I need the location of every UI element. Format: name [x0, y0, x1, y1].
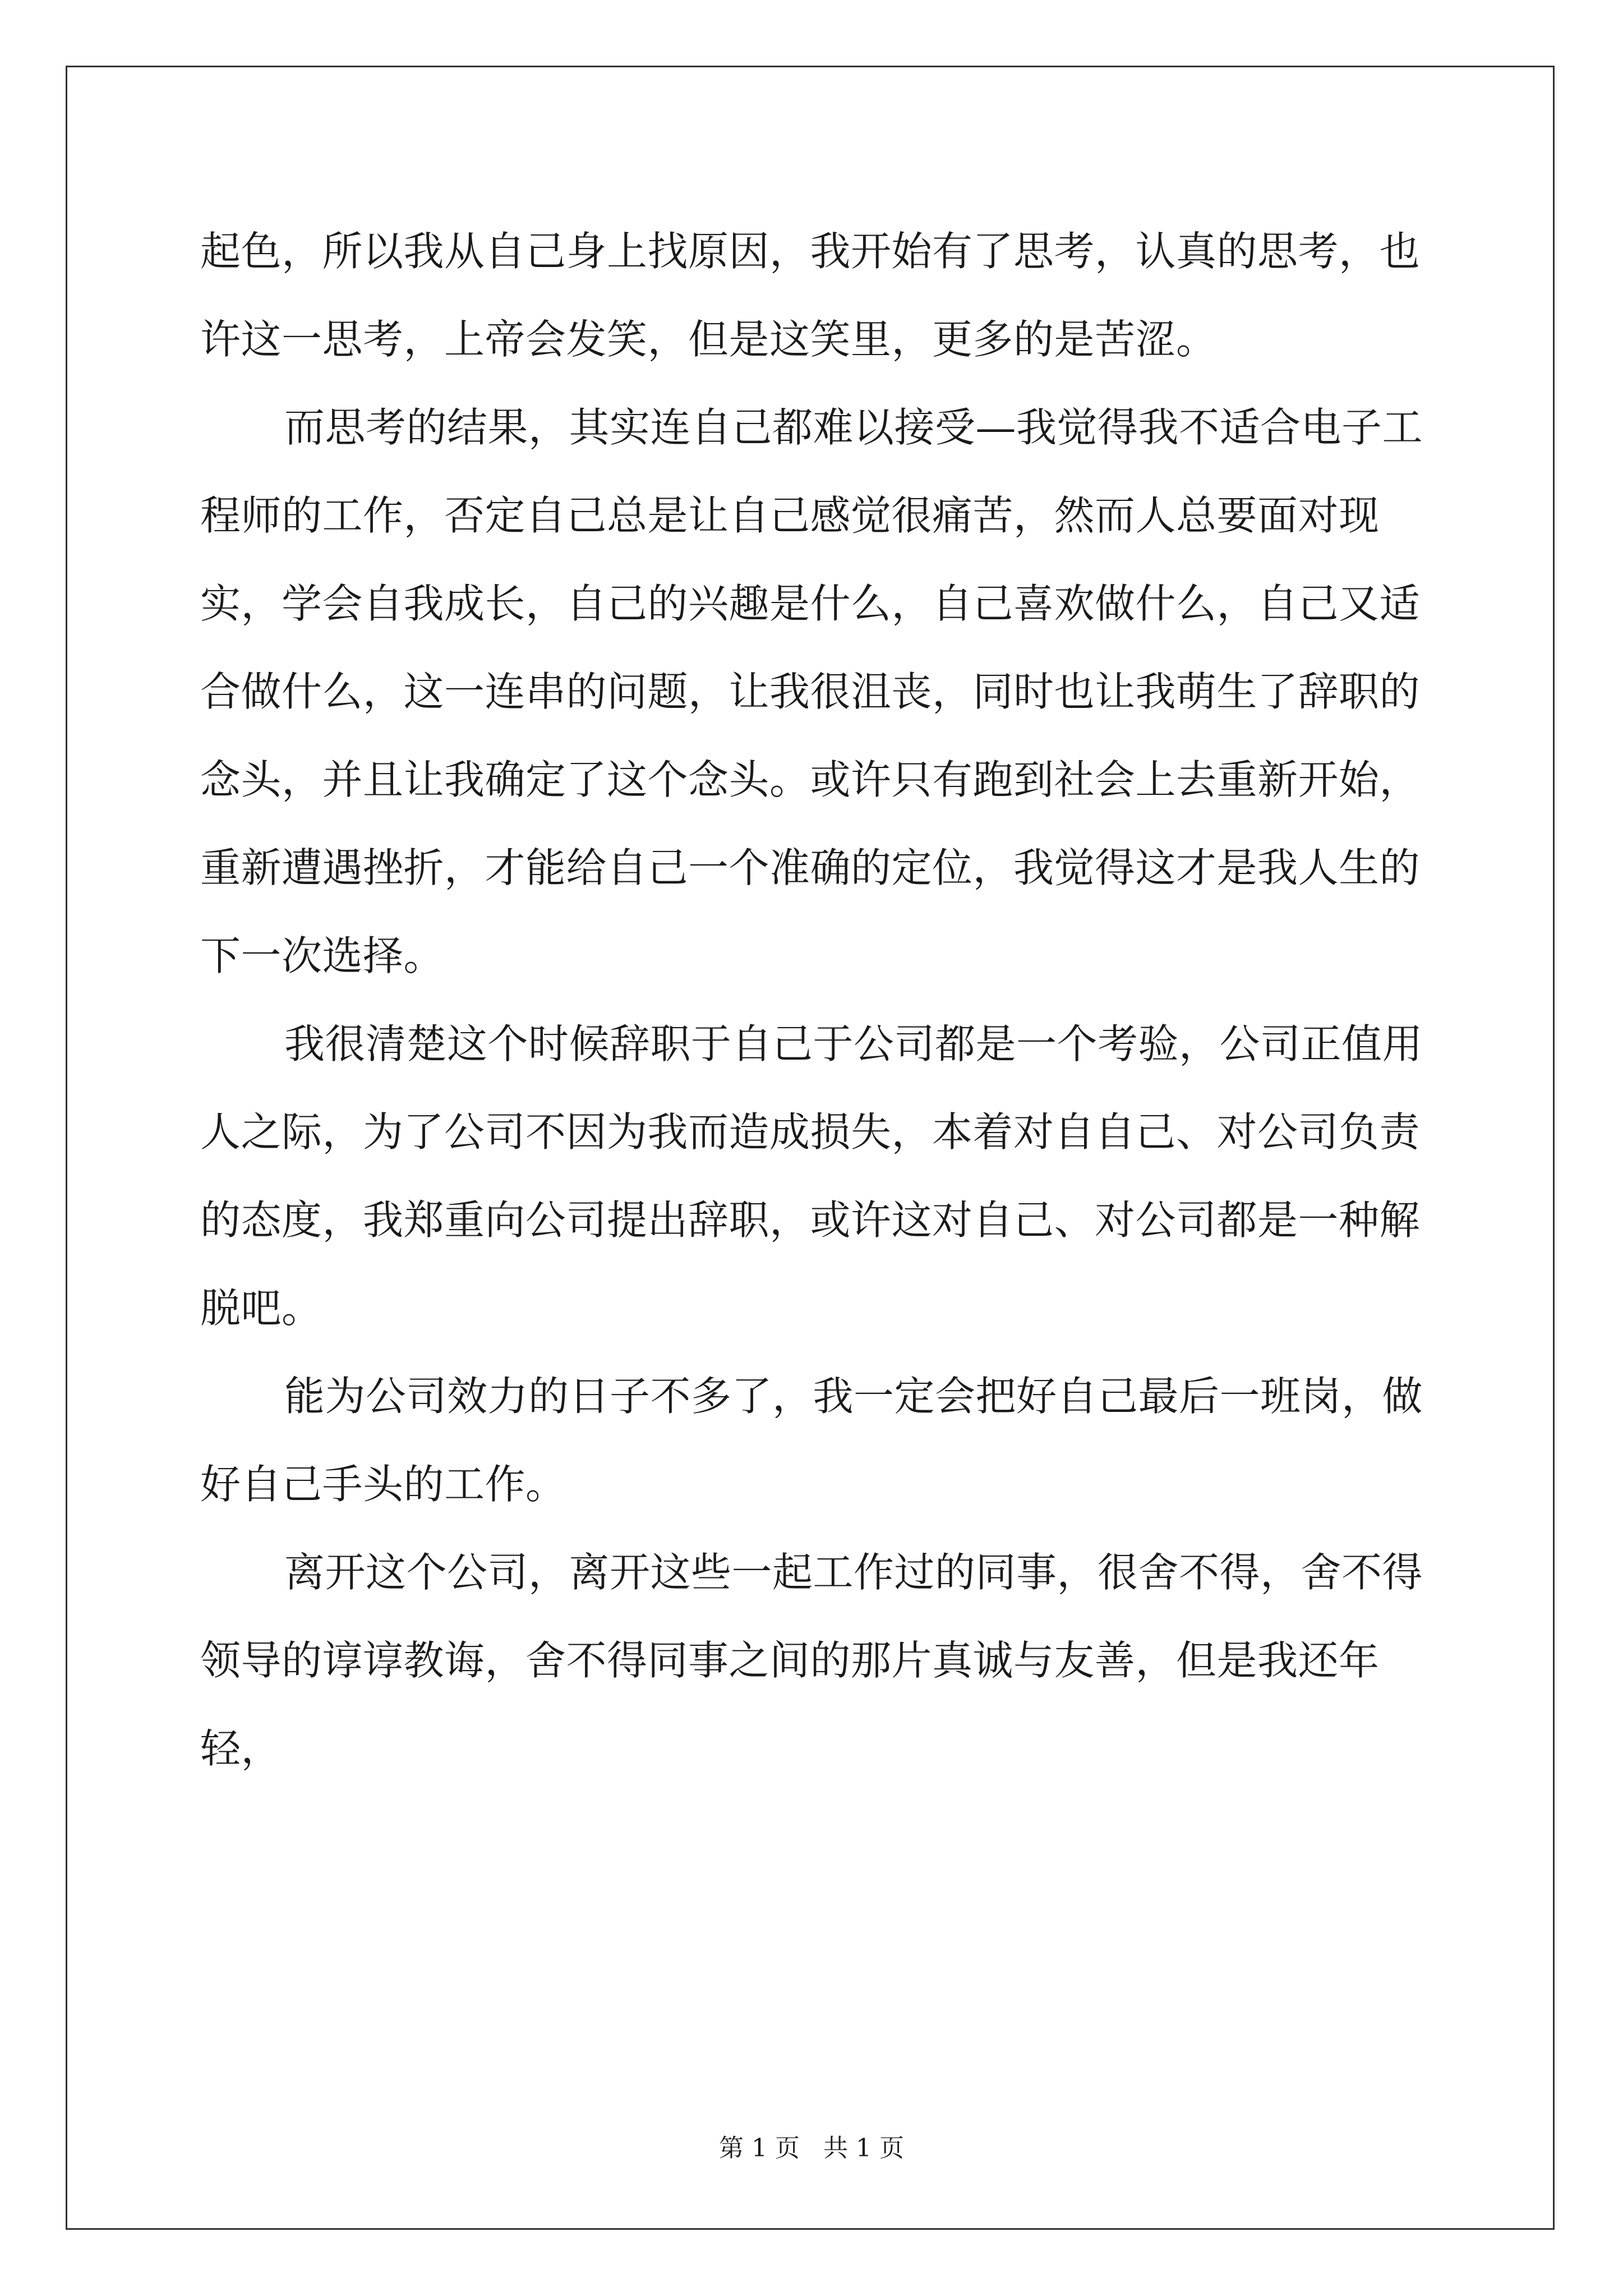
document-body [200, 208, 1423, 1793]
page-footer [0, 2132, 1623, 2165]
paragraph-5: 离开这个公司，离开这些一起工作过的同事，很舍不得，舍不得领导的谆谆教诲，舍不得同事之间的那片真诚与友善，但是我还年轻， [200, 1549, 1423, 1772]
paragraph-2: 而思考的结果，其实连自己都难以接受—我觉得我不适合电子工程师的工作，否定自己总是让自己感觉很痛苦，然而人总要面对现实，学会自我成长，自己的兴趣是什么，自己喜欢做什么，自己又适合做什么，这一连串的问题，让我很沮丧，同时也让我萌生了辞职的念头，并且让我确定了这个念头。或许只有跑到社会上去重新开始，重新遭遇挫折，才能给自己一个准确的定位，我觉得这才是我人生的下一次选择。 [200, 404, 1423, 979]
paragraph-1: 起色，所以我从自己身上找原因，我开始有了思考，认真的思考，也许这一思考，上帝会发笑，但是这笑里，更多的是苦涩。 [200, 228, 1421, 363]
page-number: 第 1 页 共 1 页 [719, 2134, 904, 2162]
paragraph-4: 能为公司效力的日子不多了，我一定会把好自己最后一班岗，做好自己手头的工作。 [200, 1373, 1423, 1508]
paragraph-3: 我很清楚这个时候辞职于自己于公司都是一个考验，公司正值用人之际，为了公司不因为我而造成损失，本着对自自己、对公司负责的态度，我郑重向公司提出辞职，或许这对自己、对公司都是一种解脱吧。 [200, 1020, 1423, 1332]
